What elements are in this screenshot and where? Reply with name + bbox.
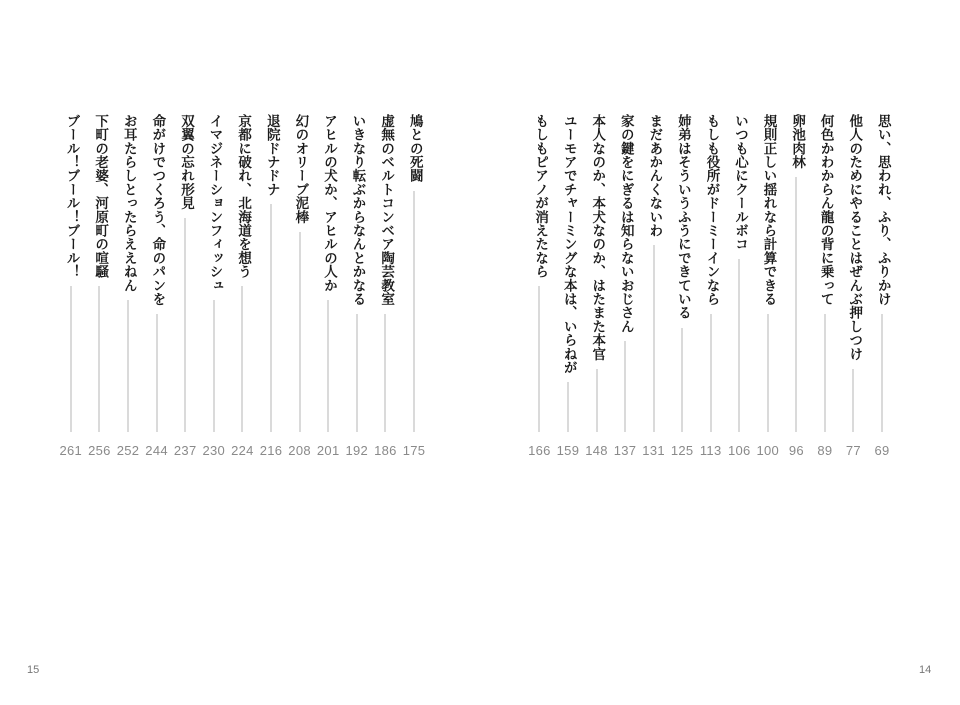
toc-entry[interactable] <box>753 114 783 458</box>
toc-leader-line <box>567 382 568 432</box>
toc-leader-line <box>356 314 357 432</box>
toc-entry-page-number: 224 <box>231 443 254 458</box>
toc-leader-line <box>414 191 415 433</box>
toc-entry-title: 京都に破れ、北海道を想う <box>235 114 252 279</box>
toc-entry-title: 何色かわからん龍の背に乗って <box>817 114 834 306</box>
toc-entry[interactable] <box>313 114 343 458</box>
toc-entry[interactable] <box>113 114 143 458</box>
toc-entry[interactable] <box>639 114 669 458</box>
toc-entry-page-number: 125 <box>670 443 694 458</box>
toc-entry-page-number: 201 <box>316 443 340 458</box>
toc-entry-page-number: 69 <box>874 443 890 458</box>
toc-entry[interactable] <box>582 114 612 458</box>
toc-leader-line <box>99 286 100 432</box>
toc-entry[interactable] <box>285 114 315 458</box>
toc-entry-page-number: 106 <box>727 443 751 458</box>
toc-leader-line <box>156 314 157 432</box>
toc-entry[interactable] <box>867 114 897 458</box>
toc-entry-title: 規則正しい揺れなら計算できる <box>760 114 777 306</box>
toc-entry-title: もしも役所がドーミーインなら <box>703 114 720 306</box>
toc-entry-title: 命がけでつくろう、命のパンを <box>149 114 166 306</box>
toc-leader-line <box>653 245 654 432</box>
toc-entry-page-number: 230 <box>202 443 226 458</box>
toc-entry-page-number: 261 <box>59 443 83 458</box>
toc-entry-title: いきなり転ぶからなんとかなる <box>349 114 366 306</box>
toc-entry-page-number: 192 <box>345 443 369 458</box>
toc-entry-page-number: 137 <box>613 443 637 458</box>
toc-entry[interactable] <box>227 114 257 458</box>
toc-entry-title: 虚無のベルトコンベア陶芸教室 <box>378 114 395 306</box>
toc-leader-line <box>853 369 854 432</box>
toc-leader-line <box>128 300 129 432</box>
toc-entry-page-number: 113 <box>699 443 722 458</box>
toc-entry-page-number: 159 <box>556 443 580 458</box>
toc-entry[interactable] <box>370 114 400 458</box>
toc-entry-title: もしもピアノが消えたなら <box>532 114 549 279</box>
toc-entry-page-number: 256 <box>88 443 111 458</box>
toc-entry[interactable] <box>170 114 200 458</box>
toc-entry-title: 鳩との死闘 <box>406 114 423 183</box>
toc-entry-page-number: 175 <box>402 443 426 458</box>
toc-entry[interactable] <box>610 114 640 458</box>
toc-entry-page-number: 252 <box>116 443 140 458</box>
toc-entry[interactable] <box>56 114 86 458</box>
toc-entry-title: 思い、思われ、ふり、ふりかけ <box>874 114 891 306</box>
toc-leader-line <box>710 314 711 432</box>
toc-leader-line <box>682 328 683 433</box>
toc-entry-page-number: 100 <box>756 443 780 458</box>
toc-entry-title: 家の鍵をにぎるは知らないおじさん <box>617 114 634 334</box>
page-number-right: 14 <box>919 664 932 676</box>
toc-leader-line <box>824 314 825 432</box>
toc-entry-page-number: 148 <box>585 443 608 458</box>
toc-entry[interactable] <box>84 114 114 458</box>
toc-entry[interactable] <box>724 114 754 458</box>
toc-leader-line <box>796 177 797 432</box>
toc-entry[interactable] <box>142 114 172 458</box>
toc-leader-line <box>299 232 300 432</box>
toc-entry-title: アヒルの犬か、アヒルの人か <box>320 114 337 293</box>
toc-entry[interactable] <box>399 114 429 458</box>
toc-entry-title: 幻のオリーブ泥棒 <box>292 114 309 224</box>
toc-entry-page-number: 186 <box>374 443 397 458</box>
toc-entry-title: ユーモアでチャーミングな本は、いらねが <box>560 114 577 375</box>
toc-leader-line <box>328 300 329 432</box>
toc-entry-page-number: 216 <box>259 443 283 458</box>
toc-leader-line <box>596 369 597 432</box>
toc-entry[interactable] <box>781 114 811 458</box>
toc-entry[interactable] <box>524 114 554 458</box>
toc-leader-line <box>625 341 626 432</box>
toc-entry-title: 姉弟はそういうふうにできている <box>674 114 691 320</box>
toc-entry-title: 他人のためにやることはぜんぶ押しつけ <box>846 114 863 361</box>
toc-entry[interactable] <box>810 114 840 458</box>
toc-entry-page-number: 208 <box>288 443 311 458</box>
toc-entry-title: 卵池肉林 <box>789 114 806 169</box>
toc-entry[interactable] <box>838 114 868 458</box>
toc-entry-title: 双翼の忘れ形見 <box>177 114 194 210</box>
toc-entry[interactable] <box>553 114 583 458</box>
toc-leader-line <box>767 314 768 432</box>
toc-leader-line <box>385 314 386 432</box>
toc-entry-page-number: 166 <box>528 443 551 458</box>
toc-leader-line <box>213 300 214 432</box>
toc-leader-line <box>539 286 540 432</box>
toc-leader-line <box>185 218 186 432</box>
toc-entry[interactable] <box>342 114 372 458</box>
toc-entry-title: イマジネーションフィッシュ <box>206 114 223 293</box>
toc-leader-line <box>739 259 740 432</box>
toc-entry-title: 退院ドナドナ <box>263 114 280 197</box>
toc-entry-title: 下町の老婆、河原町の喧騒 <box>92 114 109 279</box>
toc-entry[interactable] <box>256 114 286 458</box>
toc-entry[interactable] <box>667 114 697 458</box>
toc-leader-line <box>242 286 243 432</box>
toc-entry[interactable] <box>199 114 229 458</box>
toc-entry-page-number: 96 <box>788 443 804 458</box>
toc-entry-page-number: 237 <box>173 443 197 458</box>
page-number-left: 15 <box>27 664 40 676</box>
toc-leader-line <box>70 286 71 432</box>
toc-entry-title: お耳たらしとったらええねん <box>120 114 137 293</box>
toc-entry-title: ブール！ブール！ブール！ <box>63 114 80 279</box>
toc-entry-page-number: 131 <box>642 443 665 458</box>
toc-entry[interactable] <box>696 114 726 458</box>
toc-leader-line <box>271 204 272 432</box>
toc-entry-page-number: 89 <box>817 443 833 458</box>
toc-entry-title: まだあかんくないわ <box>646 114 663 238</box>
toc-entry-page-number: 77 <box>845 443 861 458</box>
toc-entry-title: いつも心にクールボコ <box>732 114 748 251</box>
toc-leader-line <box>882 314 883 432</box>
toc-entry-title: 本人なのか、本犬なのか、はたまた本官 <box>589 114 606 361</box>
toc-entry-page-number: 244 <box>145 443 168 458</box>
